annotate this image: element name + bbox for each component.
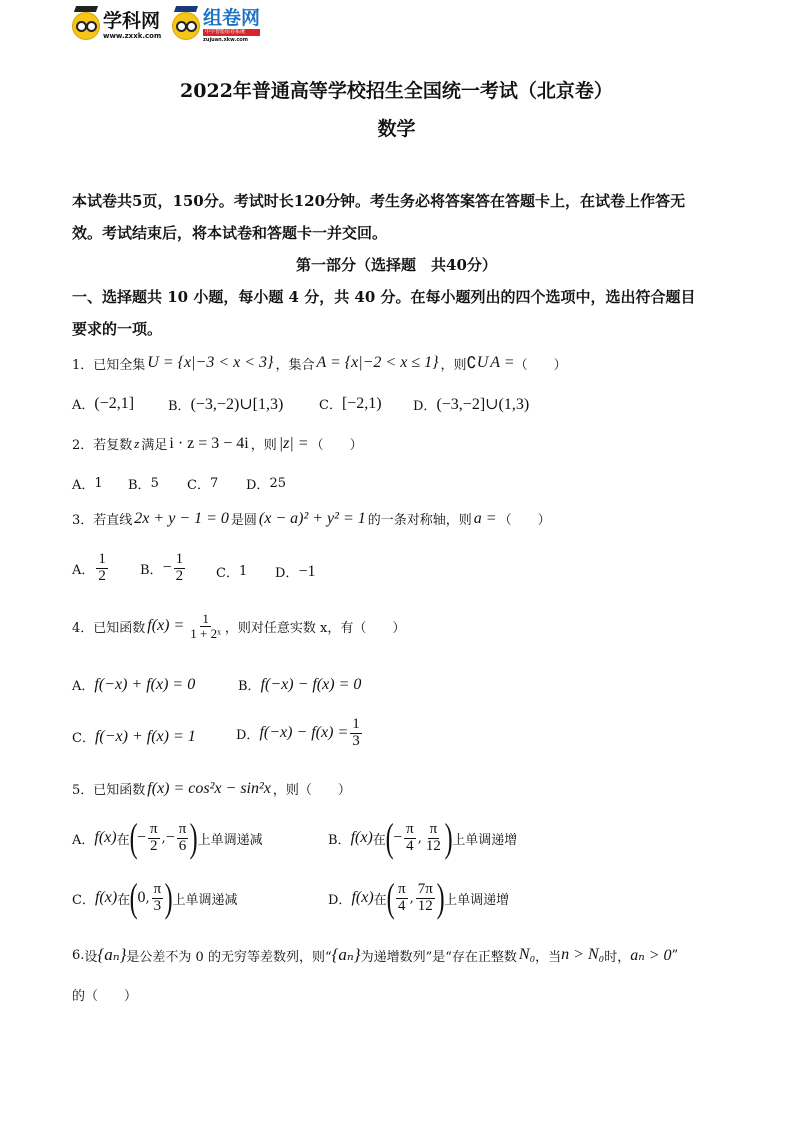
math-expression: |z| = [278, 434, 309, 452]
fraction [96, 552, 108, 585]
q1-option-a[interactable] [72, 394, 134, 413]
stem-text: 若复数 [93, 438, 133, 453]
option-text: −1 [298, 562, 316, 580]
fraction [177, 822, 189, 855]
answer-blank: （ ） [498, 513, 551, 528]
stem-text: 是圆 [230, 513, 257, 528]
function-name: f(x) [350, 829, 373, 846]
fraction [174, 552, 186, 585]
numerator: 1 [175, 551, 184, 567]
question-number: 5． [72, 783, 94, 798]
option-label: B． [328, 832, 351, 848]
minus-sign: − [136, 829, 146, 846]
zujuanwang-brand-name: 组卷网 [203, 7, 261, 29]
right-paren: ) [164, 875, 173, 920]
fraction [416, 882, 435, 915]
option-text: 5 [150, 476, 159, 491]
left-paren: ( [385, 815, 394, 860]
stem-text: ，则对任意实数 x，有 [224, 620, 354, 636]
option-label: D． [413, 398, 437, 414]
denominator: 1 + 2ˣ [190, 625, 221, 641]
fraction [350, 717, 362, 750]
option-label: B． [128, 478, 151, 493]
math-expression: n > N₀ [561, 946, 605, 963]
right-paren: ) [436, 875, 445, 920]
q5-option-b[interactable]: B． f(x) 在 ( − $\frac{\pi}{4}$ , $\frac{\pi}{12}$ ) 上单调递增 [328, 815, 518, 860]
fraction [404, 822, 416, 855]
option-label: C． [319, 398, 342, 413]
sequence-expression: {aₙ} [331, 945, 361, 964]
stem-text: ，则 [272, 783, 299, 798]
numerator: 7π [417, 880, 433, 897]
q2-option-b[interactable] [128, 474, 159, 493]
question-number: 1． [72, 357, 94, 373]
q1-option-b[interactable] [168, 394, 283, 414]
sequence-expression: {aₙ} [97, 945, 127, 964]
option-label: D． [246, 478, 270, 493]
denominator: 2 [150, 837, 158, 854]
math-variable: z [134, 435, 140, 451]
numerator: 1 [202, 611, 209, 626]
left-paren: ( [129, 875, 138, 920]
option-tail: 上单调递增 [444, 892, 510, 908]
function-name: f(x) [94, 889, 118, 906]
q5-option-a[interactable]: A． f(x) 在 ( − $\frac{\pi}{2}$ , − $\frac{\pi}{6}$ ) 上单调递减 [72, 815, 263, 860]
math-expression: A = {x|−2 < x ≤ 1} [316, 354, 439, 371]
option-label: C． [72, 892, 95, 908]
stem-text: ，则 [440, 357, 467, 373]
denominator: 2 [98, 567, 106, 584]
option-label: A． [72, 478, 95, 493]
math-expression: f(x) = [147, 617, 185, 635]
minus-sign: − [165, 829, 175, 846]
stem-text: 为递增数列”是“存在正整数 [360, 949, 517, 965]
stem-text: 在 [373, 892, 387, 908]
complement-symbol: ∁ [466, 355, 477, 372]
answer-blank: （ ） [298, 783, 351, 798]
stem-text: 在 [117, 892, 131, 908]
minus-sign: − [393, 829, 403, 846]
q4-option-d[interactable] [236, 717, 364, 750]
option-label: C． [72, 731, 95, 746]
exam-subject: 数学 [377, 118, 416, 140]
right-paren: ) [189, 815, 198, 860]
stem-text: ，当 [535, 949, 562, 965]
option-label: D． [275, 566, 299, 581]
question-6-stem-line-2 [72, 985, 137, 1004]
option-label: A． [72, 398, 95, 413]
option-tail: 上单调递增 [452, 832, 518, 848]
option-text: 7 [209, 476, 219, 491]
fraction [188, 612, 223, 640]
q4-option-b[interactable] [238, 675, 361, 694]
math-expression: 2x + y − 1 = 0 [134, 509, 229, 527]
option-label: D． [236, 727, 260, 743]
question-1-stem [72, 353, 567, 373]
denominator: 4 [406, 837, 414, 854]
q3-option-d[interactable] [275, 562, 315, 581]
zujuanwang-url: zujuan.xkw.com [203, 37, 248, 43]
option-text: (−2,1] [94, 394, 135, 412]
xuekewang-brand-name: 学科网 [103, 10, 161, 32]
q2-option-d[interactable] [246, 474, 286, 493]
left-paren: ( [129, 815, 138, 860]
q4-option-a[interactable] [72, 675, 195, 694]
denominator: 6 [178, 837, 187, 854]
section-line-2: 要求的一项。 [72, 320, 163, 338]
minus-sign: − [162, 559, 172, 577]
zujuanwang-tagline: 中学智能组卷系统 [203, 29, 260, 36]
xuekewang-logo[interactable] [72, 8, 161, 44]
q3-option-a[interactable] [72, 552, 110, 585]
option-label: A． [72, 832, 95, 848]
xuekewang-url: www.zxxk.com [103, 32, 162, 40]
option-label: B． [140, 562, 163, 578]
interval-start: 0 [137, 889, 146, 906]
fraction [424, 822, 443, 855]
math-expression: (x − a)² + y² = 1 [258, 509, 366, 527]
denominator: 3 [352, 732, 360, 749]
option-tail: 上单调递减 [172, 892, 238, 908]
option-label: B． [238, 679, 261, 694]
numerator: π [178, 820, 187, 837]
q2-option-a[interactable] [72, 474, 103, 493]
denominator: 12 [425, 837, 441, 854]
option-text: 25 [269, 476, 286, 491]
option-text: (−3,−2]∪(1,3) [436, 396, 530, 413]
function-name: f(x) [351, 889, 374, 906]
stem-text: ，则 [250, 438, 277, 453]
right-paren: ) [444, 815, 453, 860]
answer-blank: （ ） [310, 438, 363, 453]
question-number: 2． [72, 438, 94, 453]
option-text: f(−x) − f(x) = 0 [260, 675, 362, 693]
stem-text: 时， [604, 949, 631, 965]
answer-blank: （ ） [353, 620, 406, 636]
q3-option-c[interactable] [216, 562, 247, 581]
denominator: 2 [175, 567, 184, 584]
option-tail: 上单调递减 [197, 832, 263, 848]
option-text: f(−x) − f(x) = [259, 724, 349, 742]
numerator: π [397, 880, 406, 897]
subscript: U [476, 354, 489, 371]
function-name: f(x) [94, 829, 117, 846]
option-label: A． [72, 679, 95, 694]
instructions-line-1: 本试卷共5页，150分。考试时长120分钟。考生务必将答案答在答题卡上，在试卷上作答无 [72, 192, 686, 210]
question-5-stem [72, 779, 351, 798]
math-expression: i · z = 3 − 4i [169, 434, 249, 452]
denominator: 3 [153, 897, 162, 914]
stem-text: 已知函数 [93, 620, 146, 636]
q5-option-d[interactable]: D． f(x) 在 ( $\frac{\pi}{4}$ , $\frac{7\pi}{12}$ ) 上单调递增 [328, 875, 510, 920]
zujuanwang-logo[interactable] [172, 8, 260, 44]
math-expression: f(x) = cos²x − sin²x [147, 779, 271, 797]
fraction [148, 822, 160, 855]
question-number: 3． [72, 513, 94, 528]
math-expression: aₙ > 0 [630, 947, 672, 964]
denominator: 4 [398, 897, 406, 914]
question-6-stem [72, 945, 678, 965]
left-paren: ( [386, 875, 395, 920]
fraction [152, 882, 164, 915]
stem-text: 在 [116, 832, 130, 848]
numerator: 1 [98, 551, 106, 567]
q4-option-c[interactable] [72, 727, 196, 746]
math-expression: a = [473, 509, 497, 527]
mascot-icon [72, 12, 100, 40]
question-4-stem [72, 612, 405, 640]
option-text: 1 [94, 476, 103, 491]
q3-option-b[interactable] [140, 552, 187, 585]
mascot-icon [172, 12, 200, 40]
math-expression: A = [490, 354, 515, 371]
stem-text: 满足 [141, 438, 168, 453]
option-text: [−2,1) [341, 394, 382, 412]
option-text: (−3,−2)∪[1,3) [190, 396, 284, 413]
math-expression: U = {x|−3 < x < 3} [147, 354, 274, 371]
stem-text: 设 [84, 949, 98, 965]
question-3-stem [72, 509, 551, 528]
numerator: π [153, 880, 162, 897]
numerator: π [429, 820, 438, 837]
stem-text: 在 [372, 832, 386, 848]
answer-blank: （ ） [514, 357, 567, 373]
q5-option-c[interactable]: C． f(x) 在 ( 0 , $\frac{\pi}{3}$ ) 上单调递减 [72, 875, 238, 920]
numerator: π [406, 820, 414, 837]
question-number: 6. [72, 947, 85, 963]
option-label: C． [216, 566, 239, 581]
option-label: D． [328, 892, 352, 908]
stem-text: 若直线 [93, 513, 133, 528]
stem-text: ，集合 [275, 357, 315, 373]
stem-text: ” [671, 947, 679, 963]
exam-title: 2022年普通高等学校招生全国统一考试（北京卷） [180, 80, 613, 102]
option-label: B． [168, 398, 191, 414]
denominator: 12 [417, 897, 433, 914]
option-text: 1 [238, 564, 248, 579]
option-label: A． [72, 562, 95, 578]
question-2-stem [72, 434, 363, 453]
q2-option-c[interactable] [187, 474, 218, 493]
part-title: 第一部分（选择题 共40分） [296, 256, 497, 274]
stem-text: 的（ ） [72, 989, 138, 1004]
stem-text: 的一条对称轴，则 [367, 513, 472, 528]
option-label: C． [187, 478, 210, 493]
fraction [396, 882, 408, 915]
numerator: 1 [352, 716, 360, 732]
option-text: f(−x) + f(x) = 0 [94, 675, 196, 693]
q1-option-d[interactable] [413, 394, 529, 414]
q1-option-c[interactable] [319, 394, 382, 413]
numerator: π [149, 820, 158, 837]
option-text: f(−x) + f(x) = 1 [94, 727, 196, 745]
question-number: 4． [72, 620, 94, 636]
instructions-line-2: 效。考试结束后，将本试卷和答题卡一并交回。 [72, 224, 388, 242]
math-variable: N₀ [518, 946, 536, 963]
section-line-1: 一、选择题共 10 小题，每小题 4 分，共 40 分。在每小题列出的四个选项中，选出符合题目 [72, 288, 696, 306]
stem-text: 已知全集 [93, 357, 146, 373]
stem-text: 是公差不为 0 的无穷等差数列，则“ [126, 949, 332, 965]
stem-text: 已知函数 [93, 783, 146, 798]
